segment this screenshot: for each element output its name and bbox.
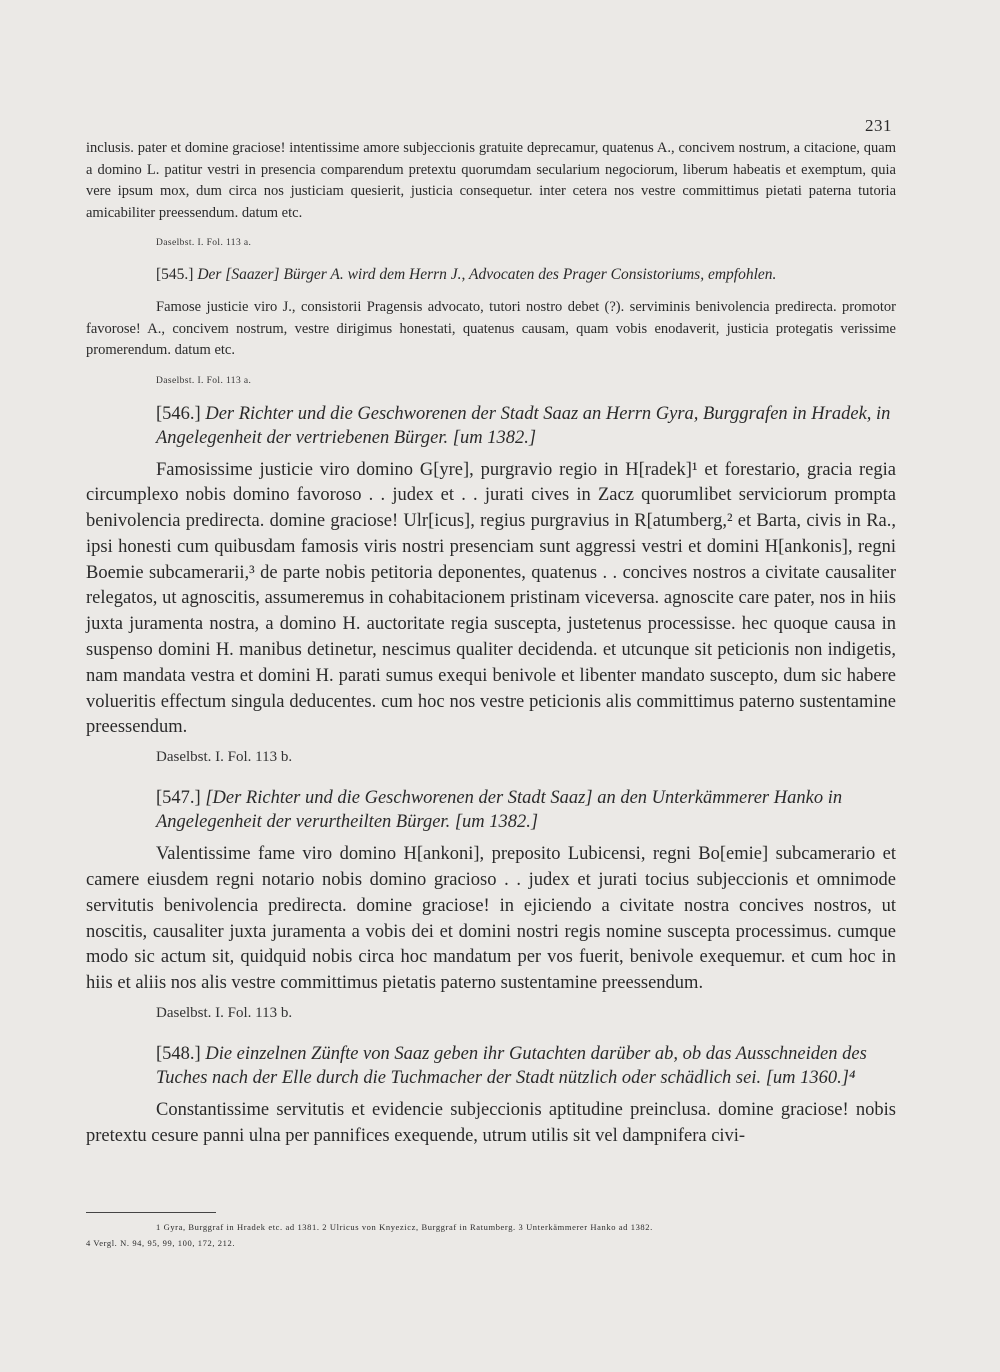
- entry-number: [547.]: [156, 788, 201, 809]
- footnotes: [86, 1212, 896, 1251]
- entry-547: [86, 786, 896, 1022]
- entry-546: [86, 402, 896, 767]
- entry-date: [um 1382.]: [454, 812, 539, 833]
- entry-source: Daselbst. I. Fol. 113 a.: [156, 375, 252, 386]
- entry-title: Der Richter und die Geschworenen der Stadt Saaz an Herrn Gyra, Burggrafen in Hradek, in Angelegenheit der vertriebenen Bürger.: [156, 403, 891, 448]
- entry-body: Valentissime fame viro domino H[ankoni], preposito Lubicensi, regni Bo[emie] subcamerario et camere eiusdem regni notario nobis domino gracioso . . judex et jurati tocius subjeccionis et omnimode servitutis benivolencia predirecta. domine graciose! in ejiciendo a civitate nostra concives nostros, ut noscitis, causaliter juxta juramenta a vobis dei et domini nostri regis nomine suscepta processimus. cumque modo sic actum sit, quidquid nobis circa hoc mandatum per vos fuerit, benivole exequemur. et cum hoc in hiis et aliis nos alis vestre committimus pietatis paterno sustentamine preessendum.: [86, 844, 896, 994]
- entry-body: Famosissime justicie viro domino G[yre], purgravio regio in H[radek]¹ et forestario, gracia regia circumplexo nobis domino favoroso . . judex et . . jurati cives in Zacz quorumlibet serviciorum prompta benivolencia predirecta. domine graciose! Ulr[icus], regius purgravius in R[atumberg,² et Barta, civis in Ra., ipsi honesti cum quibusdam famosis viris nostri presenciam sunt aggressi vestri et domini H[ankonis], regni Boemie subcamerarii,³ de parte nobis petitoria deponentes, quatenus . . concives nostros a civitate causaliter relegatos, ut agnoscitis, assumeremus in cohabitacionem pristinam viceversa. agnoscite care pater, nos in hiis juxta juramenta nostra, a domino H. auctoritate regia suscepta, justetenus processisse. hec quoque causa in suspenso domini H. manibus detinetur, nescimus qualiter decidenda. et utcunque sit peticionis non indigetis, nam mandata vestra et domini H. parati sumus exequi benivole et libenter mandato suscepto, dum sic habere volueritis effectum singula deducentes. cum hoc nos vestre peticionis alis committimus paterno sustentamine preessendum.: [86, 459, 896, 738]
- page-number: 231: [865, 116, 892, 135]
- entry-545: [86, 264, 896, 386]
- entry-number: [546.]: [156, 403, 201, 424]
- footnote-line: 4 Vergl. N. 94, 95, 99, 100, 172, 212.: [86, 1238, 236, 1248]
- entry-heading: [86, 1042, 896, 1090]
- page-content: [86, 138, 896, 1150]
- entry-number: [548.]: [156, 1044, 201, 1065]
- entry-title: Der [Saazer] Bürger A. wird dem Herrn J., Advocaten des Prager Consistoriums, empfohlen.: [197, 266, 777, 283]
- footnote-line: 1 Gyra, Burggraf in Hradek etc. ad 1381. 2 Ulricus von Knyezicz, Burggraf in Ratumberg. 3 Unterkämmerer Hanko ad 1382.: [156, 1222, 653, 1232]
- intro-source: Daselbst. I. Fol. 113 a.: [156, 238, 252, 248]
- footnote-divider: [86, 1212, 216, 1213]
- entry-548: [86, 1042, 896, 1150]
- entry-source: Daselbst. I. Fol. 113 b.: [156, 1005, 293, 1022]
- entry-body: Famose justicie viro J., consistorii Pragensis advocato, tutori nostro debet (?). serviminis benivolencia predirecta. promotor favorose! A., concivem nostrum, vestre dirigimus honestati, quatenus causam, quam vobis enodaverit, justicia protegatis verissime promerendum. datum etc.: [86, 299, 896, 358]
- entry-date: [um 1382.]: [452, 427, 537, 448]
- entry-heading: [86, 786, 896, 834]
- entry-heading: [86, 402, 896, 450]
- entry-number: [545.]: [156, 266, 194, 283]
- entry-title: [Der Richter und die Geschworenen der Stadt Saaz] an den Unterkämmerer Hanko in Angelegenheit der verurtheilten Bürger.: [156, 788, 843, 833]
- entry-date: [um 1360.]⁴: [765, 1068, 856, 1089]
- entry-body: Constantissime servitutis et evidencie subjeccionis aptitudine preinclusa. domine graciose! nobis pretextu cesure panni ulna per pannifices exequende, utrum utilis sit vel dampnifera civi-: [86, 1100, 896, 1146]
- entry-heading: [86, 264, 896, 286]
- entry-source: Daselbst. I. Fol. 113 b.: [156, 749, 293, 766]
- entry-title: Die einzelnen Zünfte von Saaz geben ihr Gutachten darüber ab, ob das Ausschneiden des Tuches nach der Elle durch die Tuchmacher der Stadt nützlich oder schädlich sei.: [156, 1044, 867, 1089]
- intro-paragraph: inclusis. pater et domine graciose! intentissime amore subjeccionis gratuite deprecamur, quatenus A., concivem nostrum, a citacione, quam a domino L. patitur vestri in presencia comparendum pretextu quorumdam secularium negociorum, liberum habeatis et exemptum, quia vere ipsum mox, dum circa nos justiciam quesierit, justicia consequetur. inter cetera nos vestre committimus pietati paterna tutoria amicabiliter preessendum. datum etc.: [86, 140, 896, 221]
